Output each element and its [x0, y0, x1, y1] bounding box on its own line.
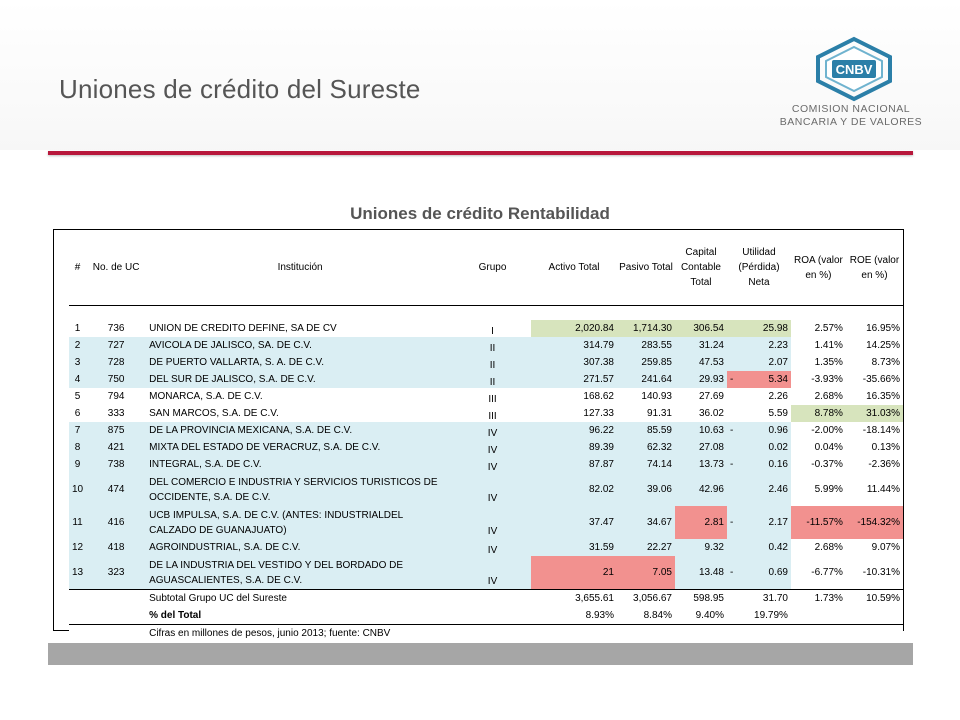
- subtotal-label: Subtotal Grupo UC del Sureste: [146, 590, 454, 608]
- cell-roa: 0.04%: [791, 439, 846, 456]
- cell-utilidad: [727, 371, 791, 388]
- col-header-roe: ROE (valor en %): [846, 230, 903, 306]
- cell-pasivo: 34.67: [617, 506, 675, 539]
- cell-utilidad: [727, 456, 791, 473]
- table-row: [69, 371, 903, 388]
- cell-num: 5: [69, 388, 86, 405]
- logo-acronym: CNBV: [835, 62, 873, 77]
- cell-capital: 2.81: [675, 506, 727, 539]
- cell-institucion: SAN MARCOS, S.A. DE C.V.: [146, 405, 454, 422]
- cnbv-hexagon-icon: [812, 36, 896, 102]
- cell-grupo: II: [454, 354, 531, 371]
- cell-institucion: UCB IMPULSA, S.A. DE C.V. (ANTES: INDUSTRIALDEL CALZADO DE GUANAJUATO): [146, 506, 454, 539]
- table-header-row: [69, 230, 903, 306]
- subtotal-roa: 1.73%: [791, 590, 846, 608]
- cell-grupo: IV: [454, 473, 531, 506]
- cell-roe: 11.44%: [846, 473, 903, 506]
- cell-grupo: I: [454, 320, 531, 337]
- negative-dash: -: [729, 567, 734, 578]
- cell-capital: 47.53: [675, 354, 727, 371]
- negative-dash: -: [729, 459, 734, 470]
- col-header-roa: ROA (valor en %): [791, 230, 846, 306]
- cell-roe: 9.07%: [846, 539, 903, 556]
- cell-institucion: DE LA INDUSTRIA DEL VESTIDO Y DEL BORDADO DE AGUASCALIENTES, S.A. DE C.V.: [146, 556, 454, 590]
- cell-roa: 8.78%: [791, 405, 846, 422]
- pct-total-utilidad: 19.79%: [727, 607, 791, 625]
- pct-total-capital: 9.40%: [675, 607, 727, 625]
- cell-utilidad: 25.98: [727, 320, 791, 337]
- cell-roe: 8.73%: [846, 354, 903, 371]
- cell-utilidad-value: 5.34: [768, 374, 788, 385]
- source-note: Cifras en millones de pesos, junio 2013; fuente: CNBV: [146, 625, 903, 643]
- cell-activo: 2,020.84: [531, 320, 617, 337]
- cell-uc: 875: [86, 422, 146, 439]
- cell-capital: 36.02: [675, 405, 727, 422]
- cell-utilidad-value: 0.96: [768, 425, 788, 436]
- table-row: [69, 337, 903, 354]
- cell-grupo: III: [454, 388, 531, 405]
- cell-utilidad-value: 2.17: [768, 517, 788, 528]
- cell-pasivo: 283.55: [617, 337, 675, 354]
- cell-capital: 42.96: [675, 473, 727, 506]
- col-header-uc: No. de UC: [86, 230, 146, 306]
- table-row: [69, 506, 903, 539]
- cell-capital: 9.32: [675, 539, 727, 556]
- cell-pasivo: 140.93: [617, 388, 675, 405]
- cell-grupo: IV: [454, 539, 531, 556]
- cell-utilidad: 2.46: [727, 473, 791, 506]
- cell-uc: 418: [86, 539, 146, 556]
- table-row: [69, 405, 903, 422]
- cell-utilidad: 2.23: [727, 337, 791, 354]
- pct-total-pasivo: 8.84%: [617, 607, 675, 625]
- cell-pasivo: 7.05: [617, 556, 675, 590]
- cell-roe: 16.35%: [846, 388, 903, 405]
- table-row: [69, 388, 903, 405]
- table-row: [69, 439, 903, 456]
- cell-uc: 474: [86, 473, 146, 506]
- subtotal-row: [69, 590, 903, 608]
- negative-dash: -: [729, 374, 734, 385]
- cell-capital: 31.24: [675, 337, 727, 354]
- cell-roa: -6.77%: [791, 556, 846, 590]
- cell-uc: 728: [86, 354, 146, 371]
- pct-total-label: % del Total: [146, 607, 454, 625]
- cell-activo: 87.87: [531, 456, 617, 473]
- col-header-capital: Capital Contable Total: [675, 230, 727, 306]
- cell-activo: 21: [531, 556, 617, 590]
- subtotal-capital: 598.95: [675, 590, 727, 608]
- cell-activo: 82.02: [531, 473, 617, 506]
- cell-utilidad: [727, 506, 791, 539]
- cell-grupo: IV: [454, 556, 531, 590]
- col-header-num: #: [69, 230, 86, 306]
- cell-roa: -0.37%: [791, 456, 846, 473]
- table-row: [69, 456, 903, 473]
- cell-utilidad: 2.26: [727, 388, 791, 405]
- cell-utilidad-value: 0.16: [768, 459, 788, 470]
- cell-institucion: AGROINDUSTRIAL, S.A. DE C.V.: [146, 539, 454, 556]
- cell-institucion: UNION DE CREDITO DEFINE, SA DE CV: [146, 320, 454, 337]
- cell-utilidad-value: 0.69: [768, 567, 788, 578]
- cell-num: 2: [69, 337, 86, 354]
- cell-utilidad: 5.59: [727, 405, 791, 422]
- rentabilidad-table: [69, 230, 903, 642]
- cell-uc: 333: [86, 405, 146, 422]
- cell-roe: -35.66%: [846, 371, 903, 388]
- subtotal-utilidad: 31.70: [727, 590, 791, 608]
- cell-grupo: II: [454, 337, 531, 354]
- table-row: [69, 556, 903, 590]
- table-row: [69, 539, 903, 556]
- cell-pasivo: 91.31: [617, 405, 675, 422]
- cell-uc: 794: [86, 388, 146, 405]
- col-header-utilidad: Utilidad (Pérdida) Neta: [727, 230, 791, 306]
- cell-uc: 421: [86, 439, 146, 456]
- subtotal-pasivo: 3,056.67: [617, 590, 675, 608]
- rentabilidad-table-frame: [53, 229, 904, 639]
- source-row: [69, 625, 903, 643]
- cell-num: 6: [69, 405, 86, 422]
- subtotal-roe: 10.59%: [846, 590, 903, 608]
- cell-roa: 5.99%: [791, 473, 846, 506]
- cell-num: 10: [69, 473, 86, 506]
- logo-line-1: COMISION NACIONAL: [791, 103, 911, 115]
- table-row: [69, 320, 903, 337]
- cell-num: 4: [69, 371, 86, 388]
- cell-roa: 1.41%: [791, 337, 846, 354]
- table-row: [69, 422, 903, 439]
- cell-grupo: IV: [454, 439, 531, 456]
- cell-pasivo: 259.85: [617, 354, 675, 371]
- cell-pasivo: 1,714.30: [617, 320, 675, 337]
- cell-roe: 16.95%: [846, 320, 903, 337]
- cell-activo: 168.62: [531, 388, 617, 405]
- cell-roe: 31.03%: [846, 405, 903, 422]
- negative-dash: -: [729, 425, 734, 436]
- cell-num: 8: [69, 439, 86, 456]
- cell-roa: -3.93%: [791, 371, 846, 388]
- cell-grupo: IV: [454, 456, 531, 473]
- cell-capital: 27.08: [675, 439, 727, 456]
- cell-pasivo: 22.27: [617, 539, 675, 556]
- cell-roa: 1.35%: [791, 354, 846, 371]
- cell-num: 3: [69, 354, 86, 371]
- cell-roa: 2.57%: [791, 320, 846, 337]
- cell-institucion: AVICOLA DE JALISCO, SA. DE C.V.: [146, 337, 454, 354]
- cell-uc: 416: [86, 506, 146, 539]
- cell-utilidad: 2.07: [727, 354, 791, 371]
- negative-dash: -: [729, 517, 734, 528]
- cell-activo: 127.33: [531, 405, 617, 422]
- table-title: Uniones de crédito Rentabilidad: [350, 204, 610, 223]
- cell-uc: 736: [86, 320, 146, 337]
- cell-pasivo: 39.06: [617, 473, 675, 506]
- cell-pasivo: 62.32: [617, 439, 675, 456]
- cell-roe: 0.13%: [846, 439, 903, 456]
- cell-uc: 323: [86, 556, 146, 590]
- footer-bar: [48, 643, 913, 665]
- cell-num: 12: [69, 539, 86, 556]
- cell-roe: -2.36%: [846, 456, 903, 473]
- cell-activo: 96.22: [531, 422, 617, 439]
- cell-activo: 314.79: [531, 337, 617, 354]
- page-title: Uniones de crédito del Sureste: [59, 74, 421, 104]
- cell-institucion: INTEGRAL, S.A. DE C.V.: [146, 456, 454, 473]
- table-row: [69, 354, 903, 371]
- col-header-pasivo: Pasivo Total: [617, 230, 675, 306]
- cell-grupo: III: [454, 405, 531, 422]
- cell-num: 7: [69, 422, 86, 439]
- cell-uc: 750: [86, 371, 146, 388]
- cell-roa: -11.57%: [791, 506, 846, 539]
- cell-activo: 37.47: [531, 506, 617, 539]
- cell-utilidad: [727, 422, 791, 439]
- cell-capital: 29.93: [675, 371, 727, 388]
- cell-utilidad: 0.42: [727, 539, 791, 556]
- cell-capital: 27.69: [675, 388, 727, 405]
- cell-grupo: IV: [454, 422, 531, 439]
- cell-roa: 2.68%: [791, 388, 846, 405]
- cell-activo: 307.38: [531, 354, 617, 371]
- cell-roe: -10.31%: [846, 556, 903, 590]
- pct-total-row: [69, 607, 903, 625]
- cell-num: 1: [69, 320, 86, 337]
- cell-roe: -154.32%: [846, 506, 903, 539]
- cnbv-logo: [779, 36, 940, 136]
- cell-num: 13: [69, 556, 86, 590]
- cell-pasivo: 241.64: [617, 371, 675, 388]
- cell-institucion: DEL COMERCIO E INDUSTRIA Y SERVICIOS TURISTICOS DE OCCIDENTE, S.A. DE C.V.: [146, 473, 454, 506]
- cell-roa: 2.68%: [791, 539, 846, 556]
- cell-grupo: II: [454, 371, 531, 388]
- cell-pasivo: 85.59: [617, 422, 675, 439]
- cell-capital: 13.48: [675, 556, 727, 590]
- cell-activo: 89.39: [531, 439, 617, 456]
- cell-uc: 727: [86, 337, 146, 354]
- col-header-institucion: Institución: [146, 230, 454, 306]
- cell-capital: 13.73: [675, 456, 727, 473]
- cell-institucion: MONARCA, S.A. DE C.V.: [146, 388, 454, 405]
- pct-total-activo: 8.93%: [531, 607, 617, 625]
- cell-pasivo: 74.14: [617, 456, 675, 473]
- cell-activo: 31.59: [531, 539, 617, 556]
- cell-roe: -18.14%: [846, 422, 903, 439]
- cell-activo: 271.57: [531, 371, 617, 388]
- col-header-grupo: Grupo: [454, 230, 531, 306]
- cell-institucion: DE LA PROVINCIA MEXICANA, S.A. DE C.V.: [146, 422, 454, 439]
- cell-institucion: MIXTA DEL ESTADO DE VERACRUZ, S.A. DE C.V.: [146, 439, 454, 456]
- subtotal-activo: 3,655.61: [531, 590, 617, 608]
- cell-num: 11: [69, 506, 86, 539]
- cell-num: 9: [69, 456, 86, 473]
- header-divider: [48, 151, 913, 155]
- cell-capital: 10.63: [675, 422, 727, 439]
- cell-grupo: IV: [454, 506, 531, 539]
- cell-utilidad: [727, 556, 791, 590]
- logo-line-2: BANCARIA Y DE VALORES: [779, 116, 923, 128]
- col-header-activo: Activo Total: [531, 230, 617, 306]
- cell-capital: 306.54: [675, 320, 727, 337]
- cell-utilidad: 0.02: [727, 439, 791, 456]
- cell-institucion: DE PUERTO VALLARTA, S. A. DE C.V.: [146, 354, 454, 371]
- cell-uc: 738: [86, 456, 146, 473]
- table-row: [69, 473, 903, 506]
- cell-roe: 14.25%: [846, 337, 903, 354]
- cell-institucion: DEL SUR DE JALISCO, S.A. DE C.V.: [146, 371, 454, 388]
- cell-roa: -2.00%: [791, 422, 846, 439]
